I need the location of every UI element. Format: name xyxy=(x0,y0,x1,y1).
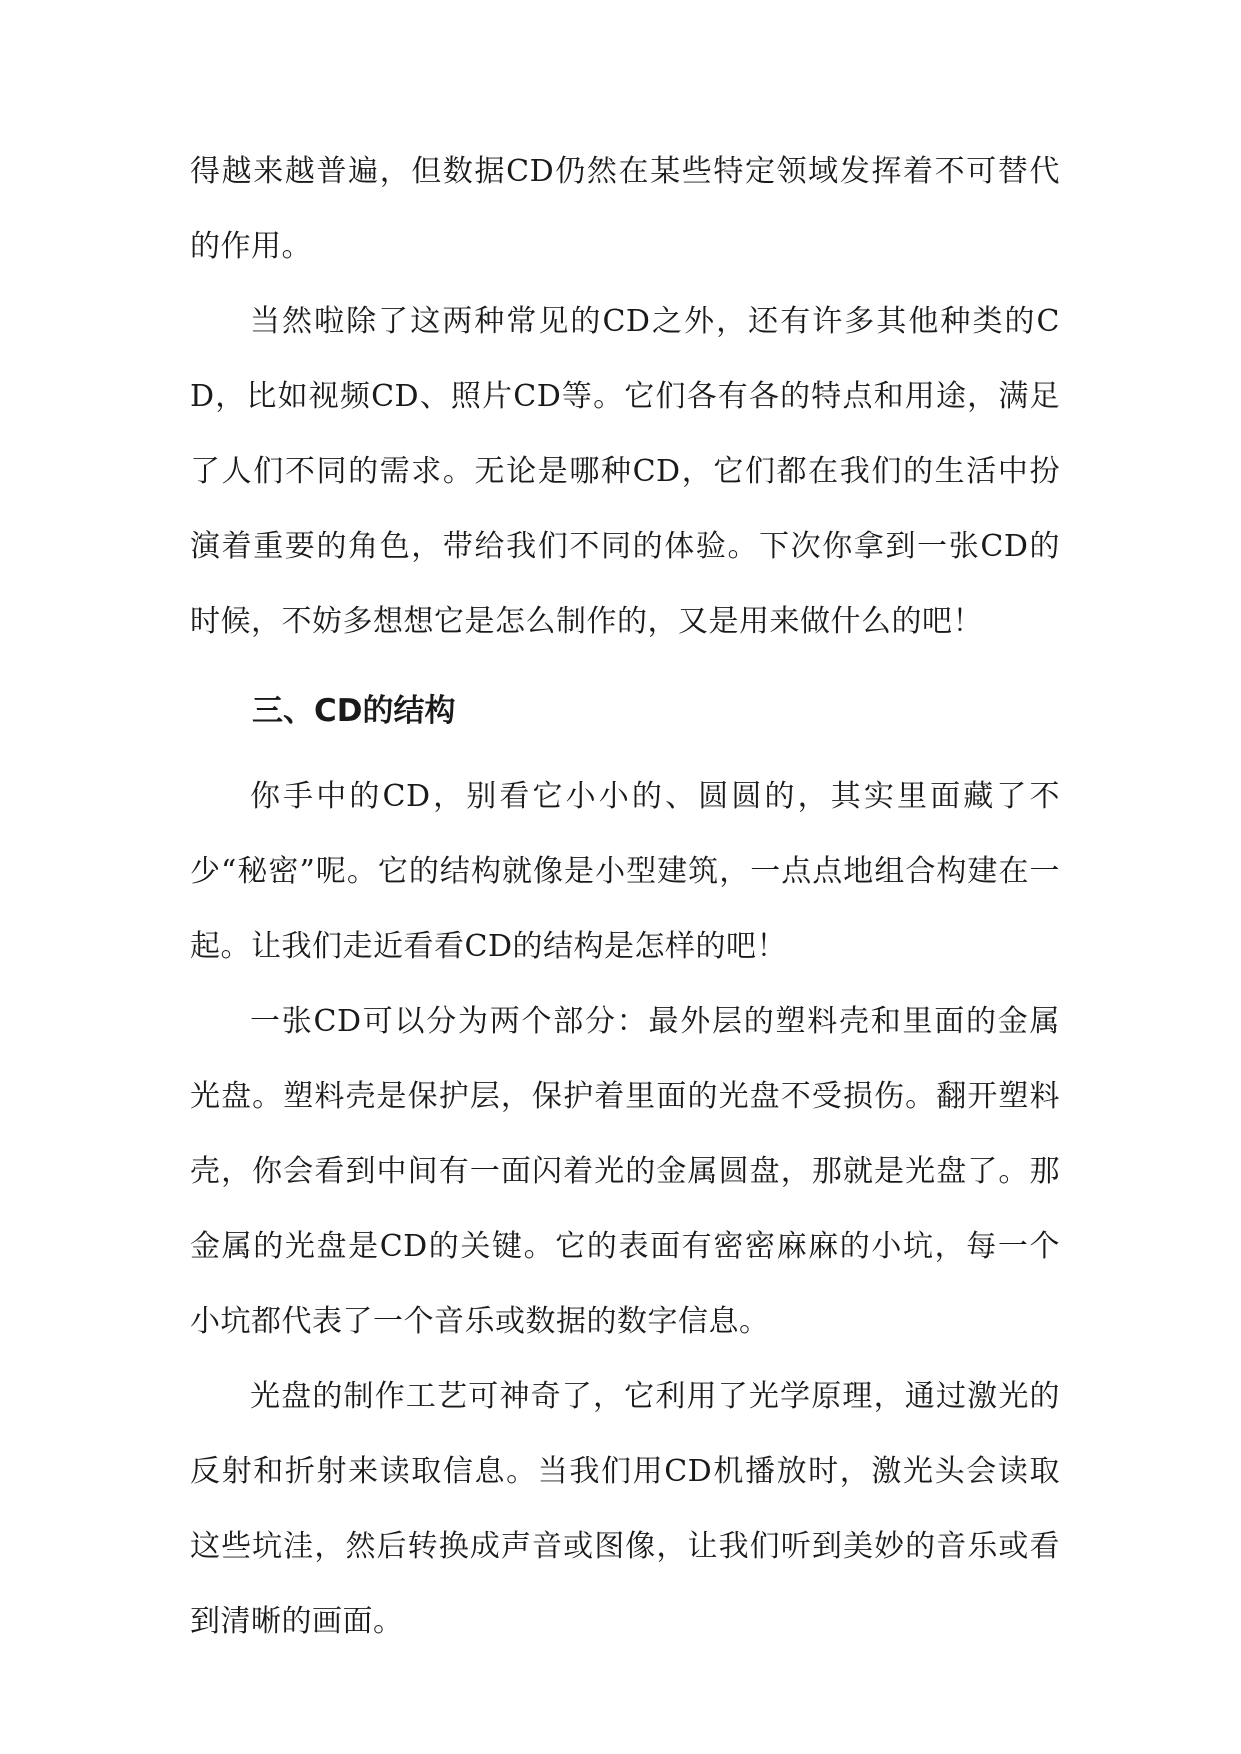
document-body xyxy=(190,134,1060,1659)
paragraph-continuation: 得越来越普遍，但数据CD仍然在某些特定领域发挥着不可替代的作用。 xyxy=(190,154,1060,264)
paragraph-cd-parts: 一张CD可以分为两个部分：最外层的塑料壳和里面的金属光盘。塑料壳是保护层，保护着里面的光盘不受损伤。翻开塑料壳，你会看到中间有一面闪着光的金属圆盘，那就是光盘了。那金属的光盘是CD的关键。它的表面有密密麻麻的小坑，每一个小坑都代表了一个音乐或数据的数字信息。 xyxy=(190,1004,1060,1339)
paragraph-disc-optics: 光盘的制作工艺可神奇了，它利用了光学原理，通过激光的反射和折射来读取信息。当我们用CD机播放时，激光头会读取这些坑洼，然后转换成声音或图像，让我们听到美妙的音乐或看到清晰的画面。 xyxy=(190,1379,1060,1639)
paragraph-cd-secrets: 你手中的CD，别看它小小的、圆圆的，其实里面藏了不少“秘密”呢。它的结构就像是小型建筑，一点点地组合构建在一起。让我们走近看看CD的结构是怎样的吧！ xyxy=(190,779,1060,964)
paragraph-other-cd-types: 当然啦除了这两种常见的CD之外，还有许多其他种类的CD，比如视频CD、照片CD等。它们各有各的特点和用途，满足了人们不同的需求。无论是哪种CD，它们都在我们的生活中扮演着重要的角色，带给我们不同的体验。下次你拿到一张CD的时候，不妨多想想它是怎么制作的，又是用来做什么的吧！ xyxy=(190,304,1060,639)
section-heading: 三、CD的结构 xyxy=(252,693,456,729)
